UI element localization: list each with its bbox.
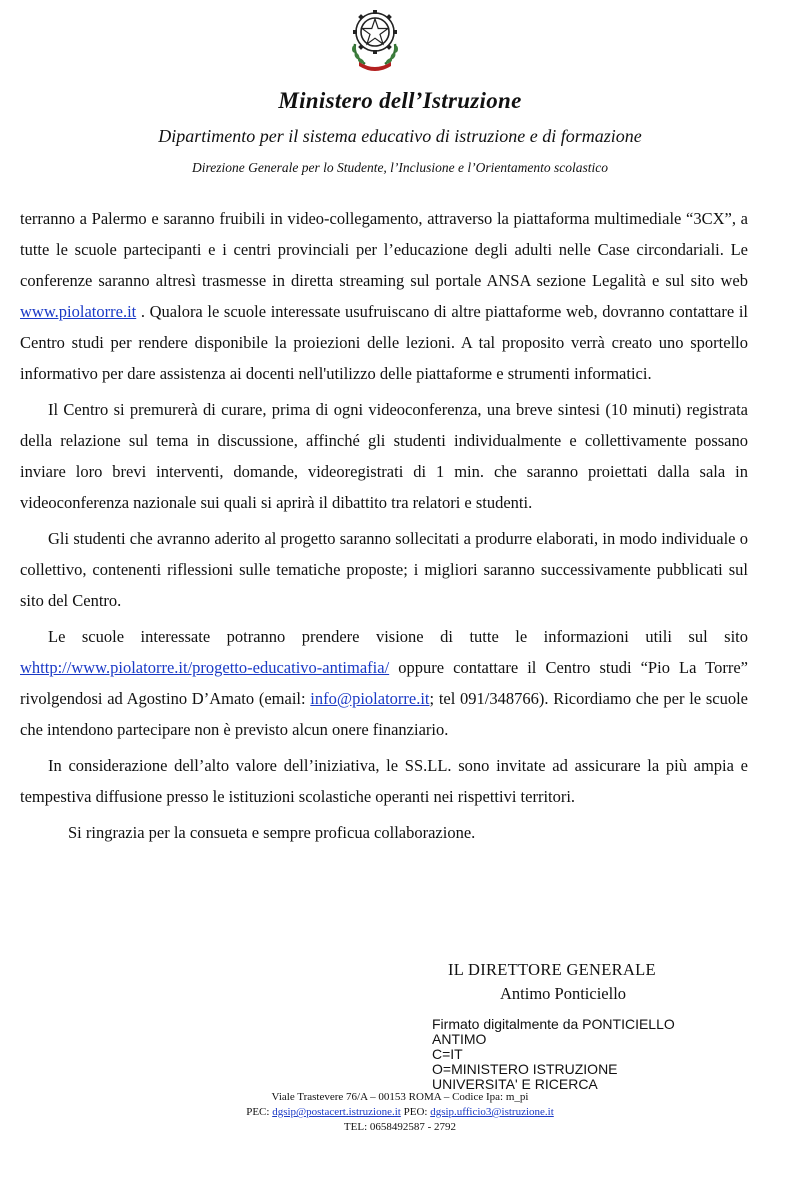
- footer-contacts: [200, 1105, 600, 1120]
- digital-signature-line: O=MINISTERO ISTRUZIONE: [432, 1061, 618, 1077]
- paragraph-text: Le scuole interessate potranno prendere visione di tutte le informazioni utili sul sito: [48, 627, 748, 646]
- paragraph-6: Si ringrazia per la consueta e sempre proficua collaborazione.: [68, 823, 476, 842]
- project-page-link[interactable]: whttp://www.piolatorre.it/progetto-educativo-antimafia/: [20, 658, 390, 677]
- paragraph-5: In considerazione dell’alto valore dell’iniziativa, le SS.LL. sono invitate ad assicurare la più ampia e tempestiva diffusione presso le istituzioni scolastiche operanti nei rispettivi territori.: [20, 756, 748, 806]
- digital-signature-line: C=IT: [432, 1046, 463, 1062]
- paragraph-text: terranno a Palermo e saranno fruibili in video-collegamento, attraverso la piattaforma multimediale “3CX”, a tutte le scuole partecipanti e i centri provinciali per l’educazione degli adulti nelle Case circondariali. Le conferenze saranno altresì trasmesse in diretta streaming sul portale ANSA sezione Legalità e sul sito web: [20, 209, 748, 290]
- footer: [200, 1090, 600, 1135]
- footer-address: Viale Trastevere 76/A – 00153 ROMA – Codice Ipa: m_pi: [271, 1091, 529, 1103]
- italian-republic-emblem-icon: [349, 4, 401, 72]
- peo-email-link[interactable]: dgsip.ufficio3@istruzione.it: [430, 1106, 554, 1118]
- peo-label: PEO:: [400, 1106, 431, 1118]
- piolatorre-website-link[interactable]: www.piolatorre.it: [20, 302, 137, 321]
- direction-title: Direzione Generale per lo Studente, l’Inclusione e l’Orientamento scolastico: [191, 160, 609, 175]
- footer-phone: TEL: 0658492587 - 2792: [343, 1121, 457, 1133]
- signatory-title: IL DIRETTORE GENERALE: [448, 960, 656, 979]
- department-title: Dipartimento per il sistema educativo di istruzione e di formazione: [158, 126, 642, 146]
- digital-signature-block: [432, 1017, 762, 1092]
- pec-label: PEC:: [246, 1106, 273, 1118]
- digital-signature-line: Firmato digitalmente da PONTICIELLO: [432, 1016, 675, 1032]
- email-link[interactable]: info@piolatorre.it: [310, 689, 430, 708]
- digital-signature-line: ANTIMO: [432, 1031, 487, 1047]
- digital-signature-line: UNIVERSITA' E RICERCA: [432, 1076, 598, 1092]
- paragraph-text: ; tel 091/348766). Ricordiamo che per le scuole che intendono partecipare non è previsto alcun onere finanziario.: [20, 689, 748, 739]
- paragraph-4: [20, 621, 748, 745]
- paragraph-text: oppure contattare il Centro studi “Pio La Torre” rivolgendosi ad Agostino D’Amato (email:: [20, 658, 748, 708]
- paragraph-1: [20, 203, 748, 389]
- pec-email-link[interactable]: dgsip@postacert.istruzione.it: [272, 1106, 401, 1118]
- paragraph-text: . Qualora le scuole interessate usufruiscano di altre piattaforme web, dovranno contattare il Centro studi per rendere disponibile la proiezioni delle lezioni. A tal proposito verrà creato uno sportello informativo per dare assistenza ai docenti nell'utilizzo delle piattaforme e strumenti informatici.: [20, 302, 748, 383]
- paragraph-2: Il Centro si premurerà di curare, prima di ogni videoconferenza, una breve sintesi (10 minuti) registrata della relazione sul tema in discussione, affinché gli studenti individualmente e collettivamente possano inviare loro brevi interventi, domande, videoregistrati di 1 min. che saranno proiettati dalla sala in videoconferenza nazionale sui quali si aprirà il dibattito tra relatori e studenti.: [20, 400, 748, 512]
- paragraph-3: Gli studenti che avranno aderito al progetto saranno sollecitati a produrre elaborati, in modo individuale o collettivo, contenenti riflessioni sulle tematiche proposte; i migliori saranno successivamente pubblicati sul sito del Centro.: [20, 529, 748, 610]
- ministry-title: Ministero dell’Istruzione: [278, 88, 522, 113]
- letter-body: [20, 203, 748, 853]
- signatory-name: Antimo Ponticiello: [500, 984, 627, 1003]
